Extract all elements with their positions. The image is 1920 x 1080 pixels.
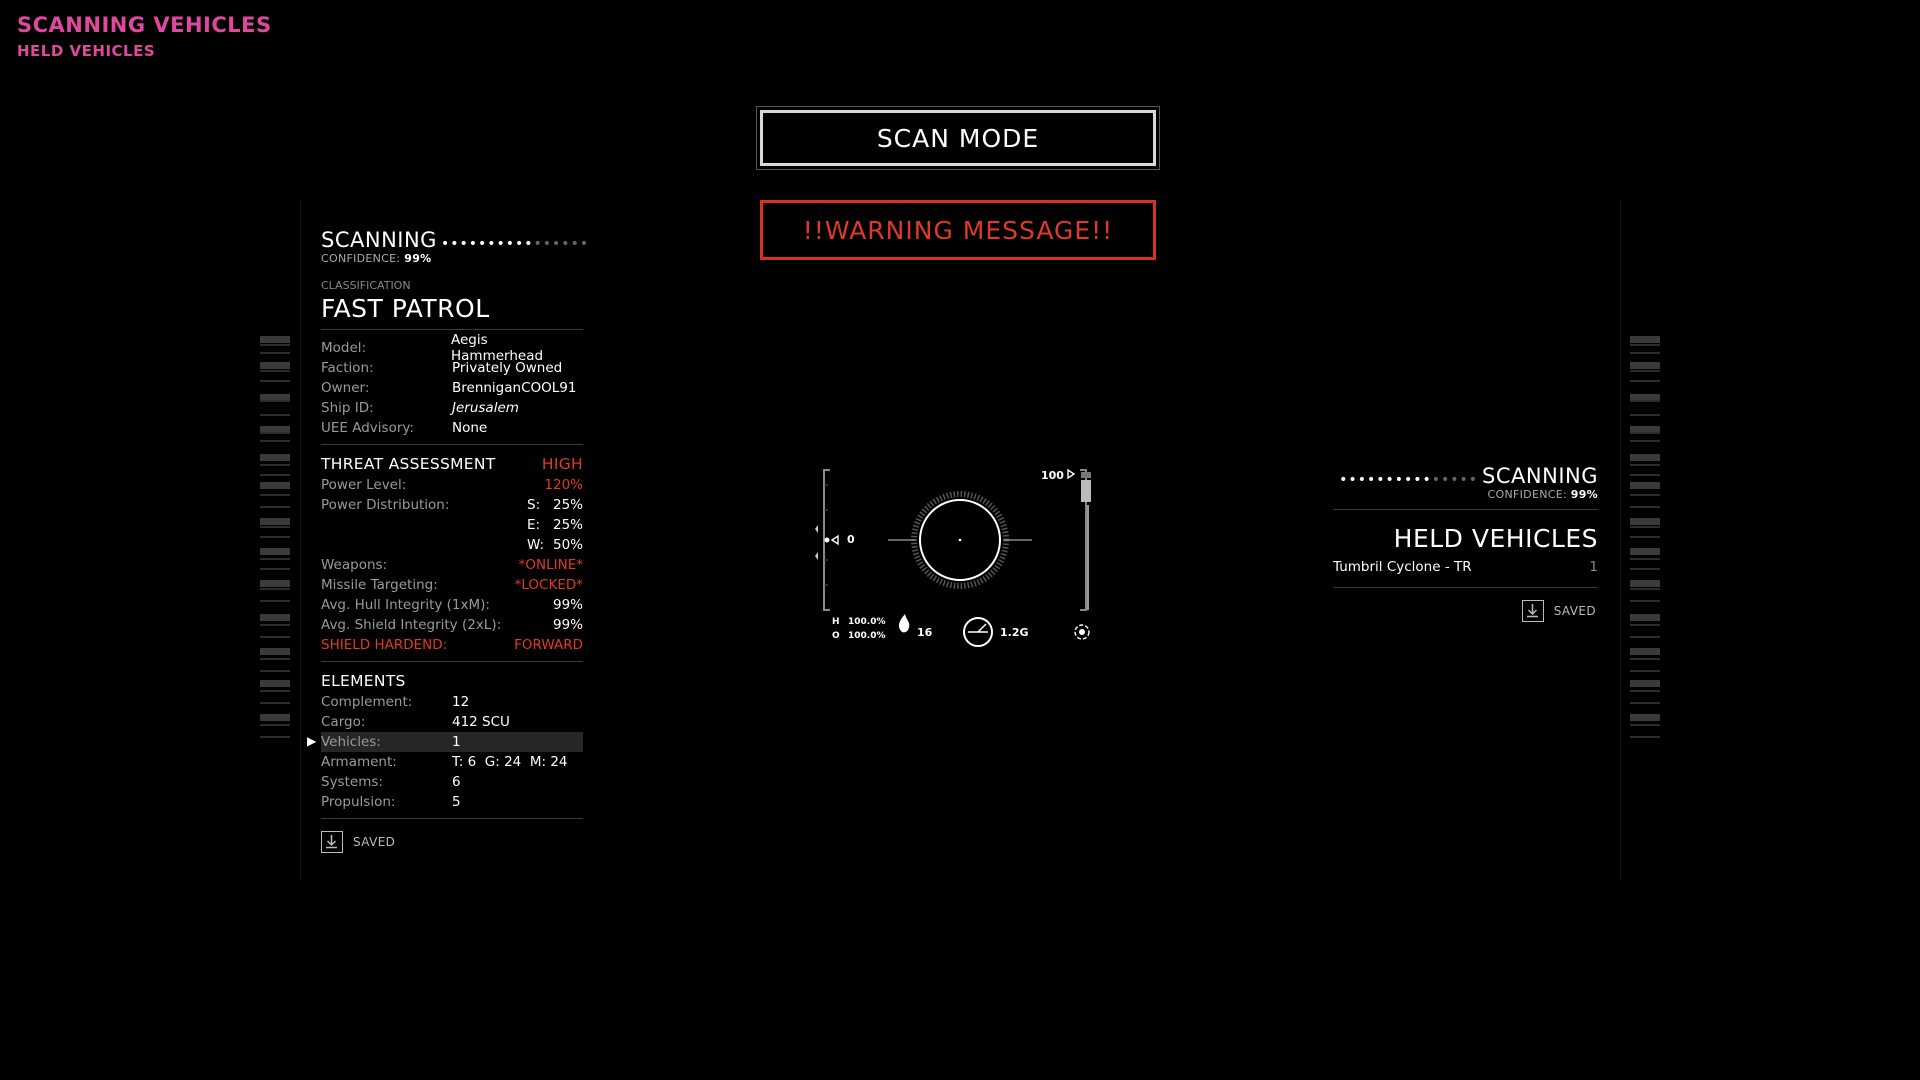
side-bar-segment xyxy=(1630,464,1660,466)
side-bar-segment xyxy=(1630,548,1660,555)
confidence: CONFIDENCE: 99% xyxy=(321,252,432,265)
side-bar-segment xyxy=(1630,474,1660,476)
side-bar-segment xyxy=(1630,714,1660,721)
side-bar-segment xyxy=(260,600,290,602)
side-bar-segment xyxy=(260,580,290,587)
side-bar-segment xyxy=(1630,536,1660,538)
side-bar-segment xyxy=(260,680,290,687)
side-bar-segment xyxy=(1630,344,1660,346)
side-bar-segment xyxy=(1630,440,1660,442)
side-bar-segment xyxy=(1630,624,1660,626)
side-bar-segment xyxy=(1630,680,1660,687)
side-bar-segment xyxy=(1630,400,1660,402)
element-row-vehicles[interactable]: ▶ Vehicles: 1 xyxy=(321,732,583,752)
divider xyxy=(321,329,583,330)
save-download-icon xyxy=(321,831,343,853)
scan-progress-dots: ••••••••••••••• xyxy=(1339,472,1479,488)
scan-progress-dots: •••••••••••••••• xyxy=(440,236,590,252)
divider xyxy=(1333,587,1598,588)
side-bar-segment xyxy=(1630,658,1660,660)
side-bar-segment xyxy=(260,526,290,528)
element-row-cargo[interactable]: Cargo: 412 SCU xyxy=(321,714,510,730)
classification-label: CLASSIFICATION xyxy=(321,279,411,292)
side-bar-segment xyxy=(1630,518,1660,525)
weapons-row: Weapons: *ONLINE* xyxy=(321,557,583,573)
side-bar-segment xyxy=(260,736,290,738)
side-bar-segment xyxy=(260,414,290,416)
other-value: 100.0% xyxy=(848,631,886,641)
side-bar-segment xyxy=(1630,670,1660,672)
selected-arrow-icon: ▶ xyxy=(307,734,317,748)
element-row-complement[interactable]: Complement: 12 xyxy=(321,694,470,710)
side-bar-segment xyxy=(1630,526,1660,528)
side-bar-segment xyxy=(260,380,290,382)
ship-hud xyxy=(810,460,1100,650)
power-dist-row-s: Power Distribution: S: 25% xyxy=(321,497,583,513)
side-bar-segment xyxy=(260,352,290,354)
side-bar-segment xyxy=(260,494,290,496)
saved-indicator: SAVED xyxy=(321,831,583,853)
held-vehicles-panel xyxy=(1333,464,1598,622)
side-bar-segment xyxy=(1630,690,1660,692)
side-bar-segment xyxy=(1630,380,1660,382)
side-bar-segment xyxy=(1630,432,1660,434)
detail-row-ship-id: Ship ID: Jerusalem xyxy=(321,400,519,416)
side-bar-segment xyxy=(1630,736,1660,738)
missile-row: Missile Targeting: *LOCKED* xyxy=(321,577,583,593)
side-bar-segment xyxy=(1630,648,1660,655)
side-bar-segment xyxy=(260,690,290,692)
side-bar-segment xyxy=(1630,568,1660,570)
side-bar-segment xyxy=(260,636,290,638)
saved-indicator: SAVED xyxy=(1333,600,1598,622)
shield-hardend-row: SHIELD HARDEND: FORWARD xyxy=(321,637,583,653)
side-bar-segment xyxy=(260,568,290,570)
threat-assessment-header: THREAT ASSESSMENT HIGH xyxy=(321,455,583,473)
side-bar-segment xyxy=(260,454,290,461)
power-dist-row-e: E: 25% xyxy=(527,517,583,533)
left-side-bars xyxy=(260,336,290,746)
throttle-max-label: 100 xyxy=(1041,469,1064,482)
side-bar-segment xyxy=(260,624,290,626)
divider xyxy=(321,661,583,662)
side-bar-segment xyxy=(1630,482,1660,489)
side-bar-segment xyxy=(260,400,290,402)
side-bar-segment xyxy=(1630,494,1660,496)
element-row-propulsion[interactable]: Propulsion: 5 xyxy=(321,794,461,810)
detail-row-uee-advisory: UEE Advisory: None xyxy=(321,420,488,436)
hull-integrity-row: Avg. Hull Integrity (1xM): 99% xyxy=(321,597,583,613)
side-bar-segment xyxy=(260,670,290,672)
elements-header: ELEMENTS xyxy=(321,672,406,690)
hull-label: H xyxy=(832,617,840,627)
divider xyxy=(1333,509,1598,510)
side-bar-segment xyxy=(260,506,290,508)
side-bar-segment xyxy=(1630,454,1660,461)
side-bar-segment xyxy=(260,464,290,466)
divider xyxy=(321,818,583,819)
side-bar-segment xyxy=(1630,558,1660,560)
detail-row-faction: Faction: Privately Owned xyxy=(321,360,563,376)
side-bar-segment xyxy=(260,658,290,660)
detail-row-owner: Owner: BrenniganCOOL91 xyxy=(321,380,577,396)
side-bar-segment xyxy=(260,558,290,560)
side-bar-segment xyxy=(1630,414,1660,416)
detail-row-model: Model: Aegis Hammerhead xyxy=(321,332,544,364)
confidence: CONFIDENCE: 99% xyxy=(1487,488,1598,501)
side-bar-segment xyxy=(260,474,290,476)
held-vehicles-title: HELD VEHICLES xyxy=(1393,524,1598,553)
side-bar-segment xyxy=(1630,352,1660,354)
page-subtitle: HELD VEHICLES xyxy=(17,42,156,60)
scanning-status: SCANNING xyxy=(1482,464,1598,488)
side-bar-segment xyxy=(260,482,290,489)
side-bar-segment xyxy=(260,614,290,621)
left-readout: 0 xyxy=(847,533,855,546)
side-bar-segment xyxy=(260,702,290,704)
side-bar-segment xyxy=(1630,614,1660,621)
side-bar-segment xyxy=(260,432,290,434)
side-bar-segment xyxy=(1630,370,1660,372)
shield-integrity-row: Avg. Shield Integrity (2xL): 99% xyxy=(321,617,583,633)
side-bar-segment xyxy=(260,344,290,346)
side-bar-segment xyxy=(1630,506,1660,508)
left-guide-line xyxy=(300,200,301,880)
side-bar-segment xyxy=(260,648,290,655)
side-bar-segment xyxy=(1630,636,1660,638)
side-bar-segment xyxy=(1630,362,1660,369)
side-bar-segment xyxy=(260,714,290,721)
hull-value: 100.0% xyxy=(848,617,886,627)
side-bar-segment xyxy=(260,336,290,343)
side-bar-segment xyxy=(260,588,290,590)
save-download-icon xyxy=(1522,600,1544,622)
right-side-bars xyxy=(1630,336,1660,746)
side-bar-segment xyxy=(1630,724,1660,726)
side-bar-segment xyxy=(1630,580,1660,587)
side-bar-segment xyxy=(1630,588,1660,590)
element-row-systems[interactable]: Systems: 6 xyxy=(321,774,461,790)
classification-value: FAST PATROL xyxy=(321,294,490,323)
right-guide-line xyxy=(1620,200,1621,880)
held-vehicle-item[interactable]: Tumbril Cyclone - TR 1 xyxy=(1333,559,1598,575)
side-bar-segment xyxy=(1630,336,1660,343)
fuel-value: 16 xyxy=(917,626,933,639)
side-bar-segment xyxy=(260,440,290,442)
power-level-row: Power Level: 120% xyxy=(321,477,583,493)
scan-details-panel xyxy=(307,228,590,853)
side-bar-segment xyxy=(260,548,290,555)
side-bar-segment xyxy=(260,724,290,726)
element-row-armament[interactable]: Armament: T: 6 G: 24 M: 24 xyxy=(321,754,568,770)
other-label: O xyxy=(832,631,840,641)
side-bar-segment xyxy=(260,518,290,525)
divider xyxy=(321,444,583,445)
side-bar-segment xyxy=(260,362,290,369)
power-dist-row-w: W: 50% xyxy=(527,537,583,553)
gforce-value: 1.2G xyxy=(1000,626,1029,639)
page-title: SCANNING VEHICLES xyxy=(17,13,272,37)
side-bar-segment xyxy=(260,370,290,372)
threat-level: HIGH xyxy=(541,455,583,473)
scan-mode-button[interactable]: SCAN MODE xyxy=(760,110,1156,166)
scanning-status: SCANNING xyxy=(321,228,437,252)
warning-message: !!WARNING MESSAGE!! xyxy=(760,200,1156,260)
side-bar-segment xyxy=(1630,702,1660,704)
side-bar-segment xyxy=(260,536,290,538)
side-bar-segment xyxy=(1630,600,1660,602)
